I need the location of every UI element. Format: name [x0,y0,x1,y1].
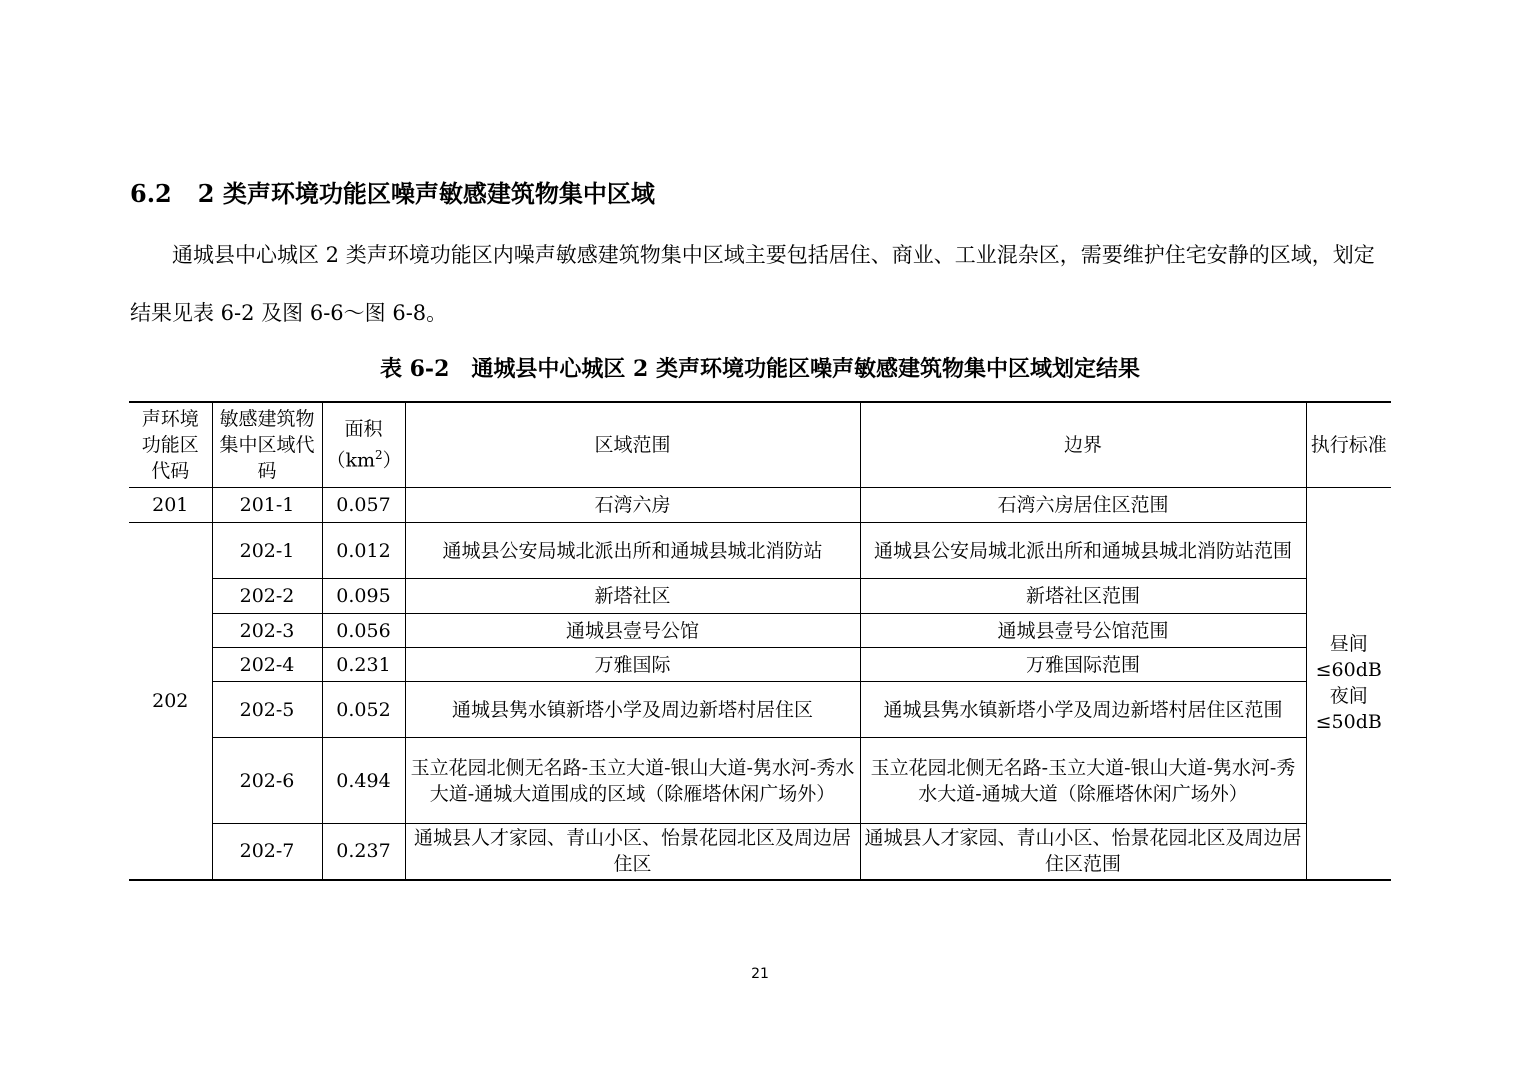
boundary-cell: 石湾六房居住区范围 [860,488,1306,523]
table-row [129,579,1391,614]
table-caption [0,352,1520,383]
table-row [129,682,1391,738]
section-title: 2 类声环境功能区噪声敏感建筑物集中区域 [197,179,655,208]
scope-cell: 玉立花园北侧无名路-玉立大道-银山大道-隽水河-秀水大道-通城大道围成的区域（除雁塔休闲广场外） [405,738,860,824]
area-cell: 0.012 [322,523,405,579]
area-code-cell: 202-6 [212,738,322,824]
header-standard: 执行标准 [1306,402,1391,488]
area-cell: 0.052 [322,682,405,738]
section-heading [130,174,655,209]
table-title: 通城县中心城区 2 类声环境功能区噪声敏感建筑物集中区域划定结果 [471,356,1141,382]
standard-day-value: ≤60dB [1315,659,1382,682]
standard-day-label: 昼间 [1329,633,1368,656]
area-code-cell: 202-3 [212,614,322,648]
standard-night-value: ≤50dB [1315,711,1382,734]
header-area [322,402,405,488]
header-area-unit-open: （km [326,449,376,472]
table-row [129,648,1391,682]
scope-cell: 新塔社区 [405,579,860,614]
area-cell: 0.057 [322,488,405,523]
scope-cell: 通城县隽水镇新塔小学及周边新塔村居住区 [405,682,860,738]
boundary-cell: 通城县壹号公馆范围 [860,614,1306,648]
header-area-label: 面积 [344,418,383,441]
boundary-cell: 通城县人才家园、青山小区、怡景花园北区及周边居住区范围 [860,824,1306,880]
header-scope: 区域范围 [405,402,860,488]
body-paragraph: 通城县中心城区 2 类声环境功能区内噪声敏感建筑物集中区域主要包括居住、商业、工业混杂区，需要维护住宅安静的区域，划定结果见表 6-2 及图 6-6～图 6-8。 [130,243,1375,325]
boundary-cell: 通城县公安局城北派出所和通城县城北消防站范围 [860,523,1306,579]
header-area-unit-close: ） [382,449,402,472]
standard-night-label: 夜间 [1329,685,1368,708]
area-code-cell: 202-4 [212,648,322,682]
section-number: 6.2 [130,179,172,208]
header-area-unit-sup: 2 [375,448,383,463]
area-cell: 0.231 [322,648,405,682]
area-cell: 0.494 [322,738,405,824]
header-zone-code: 声环境功能区代码 [129,402,212,488]
table-header-row [129,402,1391,488]
header-boundary: 边界 [860,402,1306,488]
scope-cell: 通城县公安局城北派出所和通城县城北消防站 [405,523,860,579]
area-code-cell: 202-1 [212,523,322,579]
table-row [129,523,1391,579]
zone-code-cell: 201 [129,488,212,523]
boundary-cell: 新塔社区范围 [860,579,1306,614]
area-code-cell: 202-2 [212,579,322,614]
boundary-cell: 玉立花园北侧无名路-玉立大道-银山大道-隽水河-秀水大道-通城大道（除雁塔休闲广场外） [860,738,1306,824]
area-code-cell: 202-7 [212,824,322,880]
area-cell: 0.056 [322,614,405,648]
area-code-cell: 202-5 [212,682,322,738]
zone-table [129,401,1391,881]
header-area-code: 敏感建筑物集中区域代码 [212,402,322,488]
scope-cell: 通城县人才家园、青山小区、怡景花园北区及周边居住区 [405,824,860,880]
zone-code-cell: 202 [129,523,212,880]
scope-cell: 万雅国际 [405,648,860,682]
area-cell: 0.237 [322,824,405,880]
page-number: 21 [751,966,769,982]
boundary-cell: 万雅国际范围 [860,648,1306,682]
table-row [129,824,1391,880]
table-row [129,614,1391,648]
area-cell: 0.095 [322,579,405,614]
table-number: 表 6-2 [379,356,450,382]
standard-cell [1306,488,1391,880]
area-code-cell: 201-1 [212,488,322,523]
table-row [129,488,1391,523]
scope-cell: 通城县壹号公馆 [405,614,860,648]
table-row [129,738,1391,824]
scope-cell: 石湾六房 [405,488,860,523]
boundary-cell: 通城县隽水镇新塔小学及周边新塔村居住区范围 [860,682,1306,738]
